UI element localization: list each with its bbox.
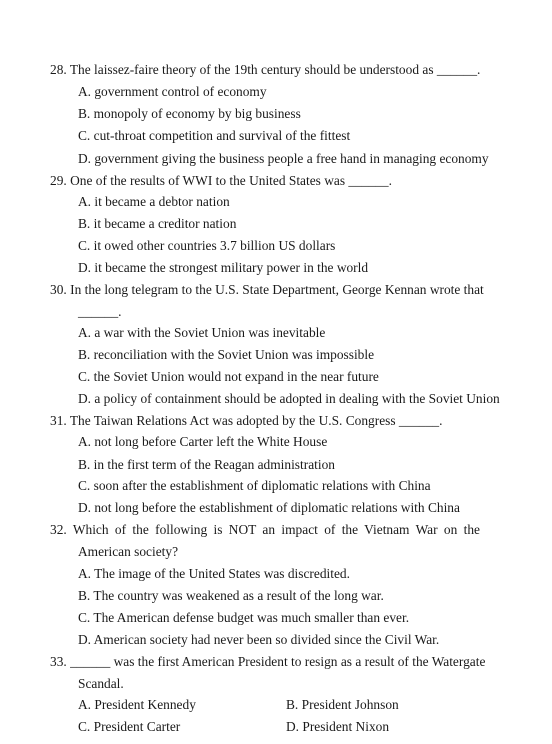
option-31-b[interactable]: B. in the first term of the Reagan administration — [78, 457, 335, 472]
option-29-a[interactable]: A. it became a debtor nation — [78, 194, 230, 209]
option-32-a[interactable]: A. The image of the United States was discredited. — [78, 566, 350, 581]
question-number: 30. — [50, 282, 67, 297]
option-32-d[interactable]: D. American society had never been so divided since the Civil War. — [78, 632, 440, 647]
question-number: 33. — [50, 654, 67, 669]
question-33 — [50, 653, 485, 671]
question-stem: Which of the following is NOT an impact of the Vietnam War on the — [72, 522, 480, 537]
option-33-a[interactable]: A. President Kennedy — [78, 697, 196, 712]
option-31-a[interactable]: A. not long before Carter left the White House — [78, 434, 328, 449]
option-28-a[interactable]: A. government control of economy — [78, 84, 267, 99]
option-31-c[interactable]: C. soon after the establishment of diplomatic relations with China — [78, 478, 431, 493]
question-33-stem-continued: Scandal. — [78, 676, 124, 691]
option-29-b[interactable]: B. it became a creditor nation — [78, 216, 237, 231]
question-stem: In the long telegram to the U.S. State Department, George Kennan wrote that — [70, 282, 484, 297]
option-33-c[interactable]: C. President Carter — [78, 719, 181, 734]
option-29-d[interactable]: D. it became the strongest military power in the world — [78, 260, 369, 275]
question-31 — [50, 412, 442, 430]
option-28-b[interactable]: B. monopoly of economy by big business — [78, 106, 301, 121]
option-33-b[interactable]: B. President Johnson — [286, 697, 399, 712]
option-32-c[interactable]: C. The American defense budget was much smaller than ever. — [78, 610, 410, 625]
question-stem: The Taiwan Relations Act was adopted by the U.S. Congress ______. — [69, 413, 443, 428]
option-30-d[interactable]: D. a policy of containment should be adopted in dealing with the Soviet Union — [78, 391, 500, 406]
question-number: 31. — [50, 413, 67, 428]
option-33-d[interactable]: D. President Nixon — [286, 719, 390, 734]
option-28-d[interactable]: D. government giving the business people a free hand in managing economy — [78, 151, 489, 166]
option-30-c[interactable]: C. the Soviet Union would not expand in the near future — [78, 369, 379, 384]
option-28-c[interactable]: C. cut-throat competition and survival of the fittest — [78, 128, 351, 143]
question-stem: One of the results of WWI to the United States was ______. — [70, 173, 392, 188]
question-stem: ______ was the first American President to resign as a result of the Watergate — [70, 654, 486, 669]
question-number: 29. — [50, 173, 67, 188]
question-29 — [50, 172, 392, 190]
option-31-d[interactable]: D. not long before the establishment of diplomatic relations with China — [78, 500, 460, 515]
option-30-a[interactable]: A. a war with the Soviet Union was inevitable — [78, 325, 326, 340]
question-number: 32. — [50, 522, 67, 537]
question-32-stem-continued: American society? — [78, 544, 179, 559]
option-32-b[interactable]: B. The country was weakened as a result of the long war. — [78, 588, 384, 603]
question-30 — [50, 281, 484, 299]
question-30-stem-continued: ______. — [78, 304, 122, 319]
question-number: 28. — [50, 62, 67, 77]
option-30-b[interactable]: B. reconciliation with the Soviet Union was impossible — [78, 347, 375, 362]
question-28 — [50, 61, 480, 79]
option-29-c[interactable]: C. it owed other countries 3.7 billion US dollars — [78, 238, 336, 253]
question-stem: The laissez-faire theory of the 19th century should be understood as ______. — [69, 62, 481, 77]
question-32 — [50, 521, 480, 539]
